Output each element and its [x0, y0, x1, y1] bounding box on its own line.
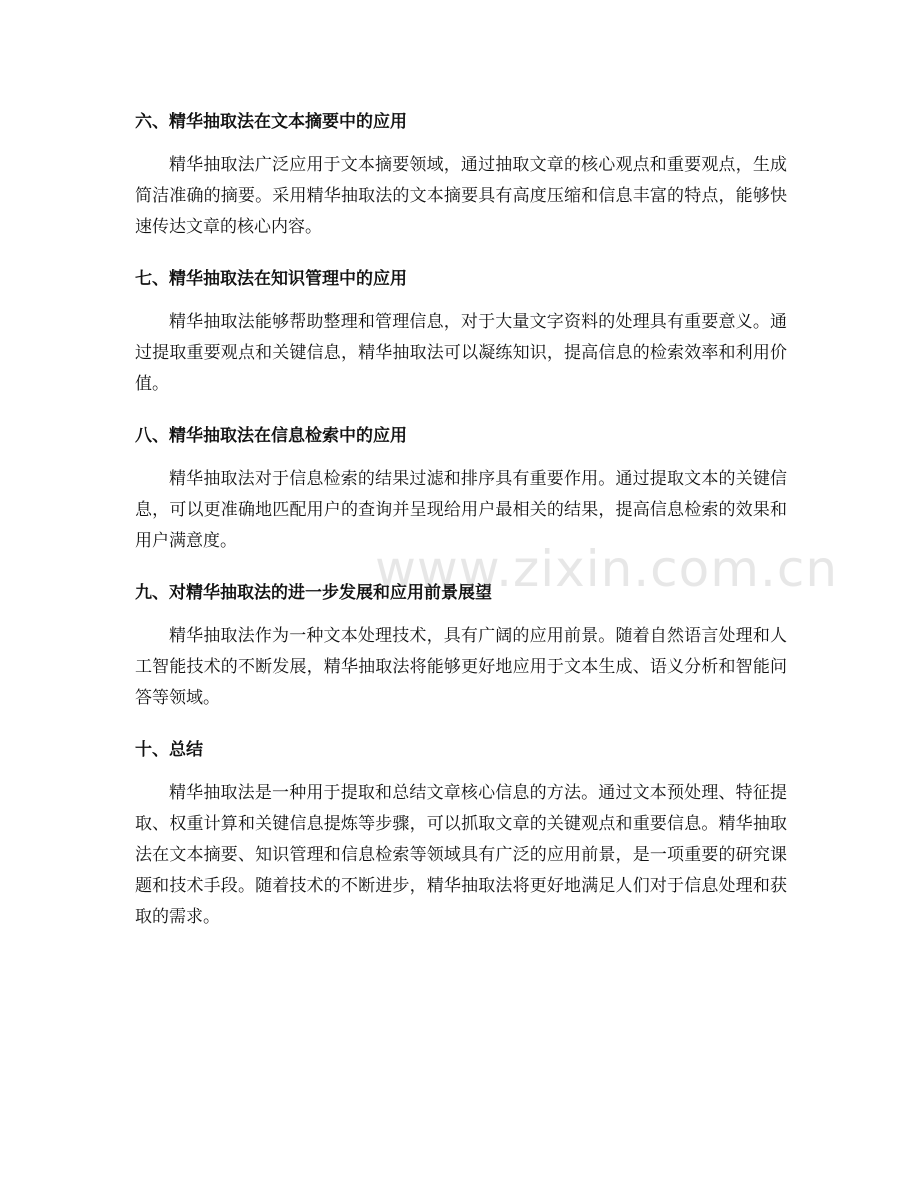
section-paragraph: 精华抽取法作为一种文本处理技术，具有广阔的应用前景。随着自然语言处理和人工智能技术的不断发展，精华抽取法将能够更好地应用于文本生成、语义分析和智能问答等领域。: [135, 626, 787, 708]
section-10: [135, 732, 787, 933]
section-heading: 十、总结: [135, 740, 203, 760]
section-paragraph: 精华抽取法是一种用于提取和总结文章核心信息的方法。通过文本预处理、特征提取、权重计算和关键信息提炼等步骤，可以抓取文章的关键观点和重要信息。精华抽取法在文本摘要、知识管理和信息检索等领域具有广泛的应用前景，是一项重要的研究课题和技术手段。随着技术的不断进步，精华抽取法将更好地满足人们对于信息处理和获取的需求。: [135, 783, 787, 927]
section-6: [135, 104, 787, 243]
document-body: [135, 104, 787, 951]
section-9: [135, 575, 787, 714]
section-heading: 六、精华抽取法在文本摘要中的应用: [135, 112, 407, 132]
section-paragraph: 精华抽取法能够帮助整理和管理信息，对于大量文字资料的处理具有重要意义。通过提取重要观点和关键信息，精华抽取法可以凝练知识，提高信息的检索效率和利用价值。: [135, 312, 787, 394]
section-paragraph: 精华抽取法对于信息检索的结果过滤和排序具有重要作用。通过提取文本的关键信息，可以更准确地匹配用户的查询并呈现给用户最相关的结果，提高信息检索的效果和用户满意度。: [135, 469, 787, 551]
section-heading: 八、精华抽取法在信息检索中的应用: [135, 426, 407, 446]
watermark-text: www.zixin.com.cn: [375, 540, 839, 598]
section-heading: 九、对精华抽取法的进一步发展和应用前景展望: [135, 583, 492, 603]
section-8: [135, 418, 787, 557]
section-7: [135, 261, 787, 400]
section-heading: 七、精华抽取法在知识管理中的应用: [135, 269, 407, 289]
section-paragraph: 精华抽取法广泛应用于文本摘要领域，通过抽取文章的核心观点和重要观点，生成简洁准确的摘要。采用精华抽取法的文本摘要具有高度压缩和信息丰富的特点，能够快速传达文章的核心内容。: [135, 155, 787, 237]
